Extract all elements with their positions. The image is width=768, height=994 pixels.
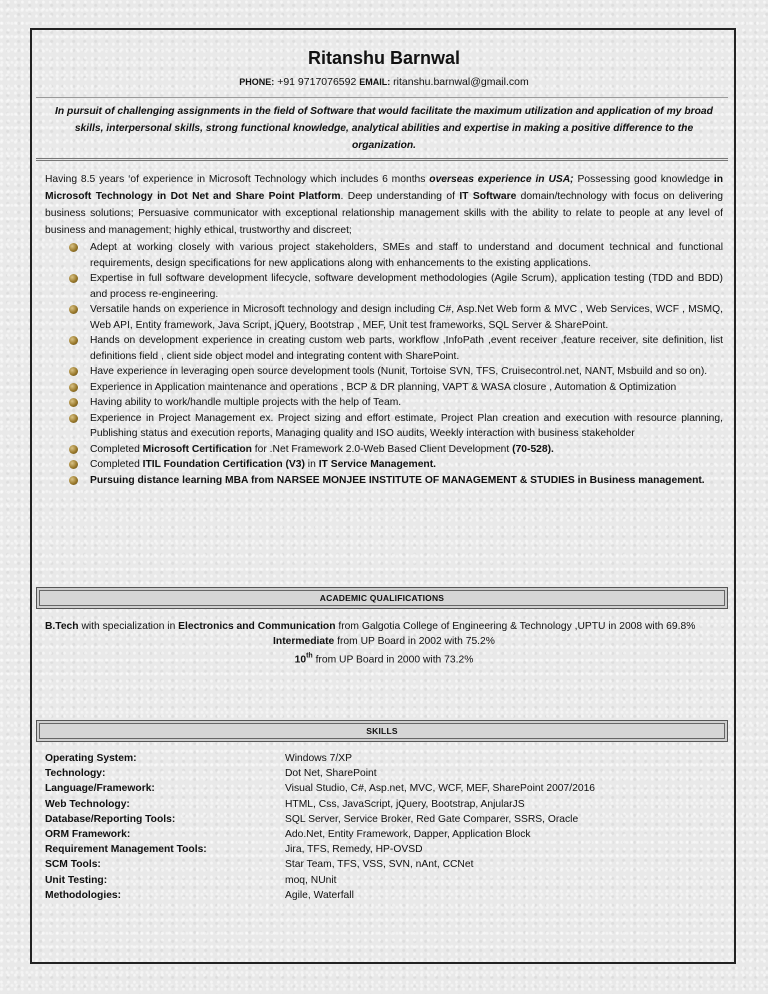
- bullet-icon: [69, 460, 78, 469]
- skill-value: Windows 7/XP: [285, 753, 352, 764]
- list-item-bold: IT Service Management.: [318, 459, 437, 470]
- summary-text: domain/technology with focus on delivering business solutions; Persuasive communicator with exceptional relationship management skills with the ability to relate to people at any level of business and management; highly ethical, trustworthy and discreet;: [45, 191, 723, 236]
- candidate-name: Ritanshu Barnwal: [307, 48, 461, 68]
- bullet-icon: [69, 243, 78, 252]
- skills-section-header: [36, 720, 728, 742]
- skill-row: [45, 766, 723, 781]
- summary-bold: IT Software: [459, 191, 517, 202]
- divider: [36, 158, 728, 161]
- skill-label: Unit Testing:: [45, 874, 108, 886]
- email-address[interactable]: ritanshu.barnwal@gmail.com: [393, 76, 529, 88]
- list-item: [45, 395, 723, 411]
- list-item: [45, 380, 723, 396]
- bullet-icon: [69, 476, 78, 485]
- list-item-text: in: [304, 459, 319, 470]
- skill-value: Ado.Net, Entity Framework, Dapper, Application Block: [285, 829, 531, 841]
- skill-label: Operating System:: [45, 753, 137, 764]
- skill-value: Agile, Waterfall: [285, 889, 354, 901]
- skill-row: [45, 873, 723, 888]
- academic-section-header: [36, 587, 728, 609]
- list-item: [45, 240, 723, 271]
- list-item-text: Experience in Application maintenance and operations , BCP & DR planning, VAPT & WASA closure , Automation & Optimization: [90, 381, 677, 393]
- academic-qualifications: [45, 619, 723, 667]
- list-item-itil: [45, 457, 723, 473]
- bullet-icon: [69, 383, 78, 392]
- bullet-icon: [69, 367, 78, 376]
- bullet-icon: [69, 305, 78, 314]
- skill-label: Technology:: [45, 768, 106, 780]
- contact-line: [45, 76, 723, 88]
- list-item: [45, 271, 723, 302]
- skill-value: Jira, TFS, Remedy, HP-OVSD: [285, 844, 423, 856]
- skill-label: Web Technology:: [45, 798, 130, 810]
- section-title: SKILLS: [39, 723, 725, 739]
- skill-label: SCM Tools:: [45, 859, 101, 871]
- skill-value: SQL Server, Service Broker, Red Gate Comparer, SSRS, Oracle: [285, 813, 579, 825]
- list-item-text: Versatile hands on experience in Microsoft technology and design including C#, Asp.Net Web form & MVC , Web Services, WCF , MSMQ, Web API, Entity framework, Java Script, jQuery, Bootstrap , MEF, Unit test frameworks, SQL Server & SharePoint.: [90, 304, 723, 331]
- list-item-text: Completed: [90, 459, 143, 470]
- degree-text: with specialization in: [78, 621, 179, 632]
- bullet-icon: [69, 274, 78, 283]
- skill-value: moq, NUnit: [285, 874, 337, 886]
- list-item: [45, 333, 723, 364]
- email-label: EMAIL:: [359, 77, 391, 87]
- skill-row: [45, 797, 723, 812]
- list-item-bold: (70-528).: [512, 443, 554, 455]
- list-item-text: Experience in Project Management ex. Project sizing and effort estimate, Project Plan creation and execution with resource planning, Publishing status and execution reports, Managing quality and ISO audits, Weekly interaction with business stakeholder: [90, 412, 723, 439]
- skill-label: ORM Framework:: [45, 829, 131, 841]
- bullet-icon: [69, 398, 78, 407]
- divider: [36, 97, 728, 98]
- highlights-list: [45, 240, 723, 488]
- skill-row: [45, 781, 723, 796]
- degree-text: from UP Board in 2000 with 73.2%: [312, 654, 474, 666]
- phone-label: PHONE:: [239, 77, 275, 87]
- skill-value: Dot Net, SharePoint: [285, 768, 377, 780]
- list-item-text: Having ability to work/handle multiple projects with the help of Team.: [90, 397, 402, 408]
- tenth-entry: [45, 649, 723, 667]
- degree-text: from Galgotia College of Engineering & Technology ,UPTU in 2008 with 69.8%: [335, 621, 696, 632]
- list-item-bold: Microsoft Certification: [142, 443, 252, 455]
- degree-label: Intermediate: [273, 636, 335, 647]
- phone-number: +91 9717076592: [277, 76, 357, 88]
- list-item-text: Have experience in leveraging open source development tools (Nunit, Tortoise SVN, TFS, Cruisecontrol.net, NANT, Msbuild and so on).: [90, 366, 708, 377]
- list-item-text: Expertise in full software development lifecycle, software development methodologies (Agile Scrum), application testing (TDD and BDD) and process re-engineering.: [90, 273, 723, 300]
- summary-paragraph: [45, 171, 723, 239]
- skill-row: [45, 857, 723, 872]
- list-item-bold: ITIL Foundation Certification (V3): [142, 459, 305, 470]
- list-item-text: for .Net Framework 2.0-Web Based Client Development: [251, 443, 513, 455]
- summary-bold: overseas experience in USA;: [429, 174, 574, 185]
- list-item-mba: [45, 473, 723, 489]
- summary-text: Possessing good knowledge: [573, 174, 714, 185]
- skill-value: Visual Studio, C#, Asp.net, MVC, WCF, MEF, SharePoint 2007/2016: [285, 783, 596, 795]
- list-item-text: Hands on development experience in creating custom web parts, workflow ,InfoPath ,event receiver ,feature receiver, site definition, list definitions field , client side object model and integrating content with SharePoint.: [90, 335, 723, 362]
- list-item-certification: [45, 442, 723, 458]
- bullet-icon: [69, 445, 78, 454]
- summary-text: Having 8.5 years ‘of experience in Microsoft Technology which includes 6 months: [45, 174, 430, 185]
- intermediate-entry: [45, 634, 723, 649]
- list-item-text: Completed: [90, 443, 143, 455]
- skill-row: [45, 812, 723, 827]
- summary-text: . Deep understanding of: [340, 191, 460, 202]
- degree-label: 10: [294, 654, 307, 666]
- skill-row: [45, 827, 723, 842]
- skill-value: Star Team, TFS, VSS, SVN, nAnt, CCNet: [285, 859, 474, 871]
- list-item: [45, 411, 723, 442]
- list-item-text: Adept at working closely with various project stakeholders, SMEs and staff to understand and document technical and functional requirements, design specifications for new applications along with enhancements to the existing applications.: [90, 242, 723, 269]
- skill-row: [45, 842, 723, 857]
- btech-entry: [45, 619, 723, 634]
- degree-label-suffix: th: [306, 653, 313, 660]
- list-item-bold: Pursuing distance learning MBA from NARSEE MONJEE INSTITUTE OF MANAGEMENT & STUDIES in Business management.: [90, 474, 705, 486]
- skill-label: Methodologies:: [45, 889, 122, 901]
- summary-bold: in Microsoft Technology in Dot Net and Share Point Platform: [45, 174, 723, 202]
- bullet-icon: [69, 414, 78, 423]
- skill-label: Database/Reporting Tools:: [45, 813, 176, 825]
- list-item: [45, 364, 723, 380]
- skills-table: [45, 751, 723, 903]
- skill-label: Requirement Management Tools:: [45, 844, 207, 856]
- list-item: [45, 302, 723, 333]
- bullet-icon: [69, 336, 78, 345]
- skill-row: [45, 751, 723, 766]
- section-title: ACADEMIC QUALIFICATIONS: [39, 590, 725, 606]
- objective-statement: In pursuit of challenging assignments in the field of Software that would facilitate the maximum utilization and application of my broad skills, interpersonal skills, strong functional knowledge, analytical abilities and expertise in making a positive difference to the organization.: [55, 106, 713, 151]
- skill-row: [45, 888, 723, 903]
- skill-value: HTML, Css, JavaScript, jQuery, Bootstrap, AnjularJS: [285, 798, 525, 810]
- degree-label: B.Tech: [45, 621, 79, 632]
- degree-specialization: Electronics and Communication: [178, 621, 336, 632]
- degree-text: from UP Board in 2002 with 75.2%: [334, 636, 495, 647]
- skill-label: Language/Framework:: [45, 783, 155, 795]
